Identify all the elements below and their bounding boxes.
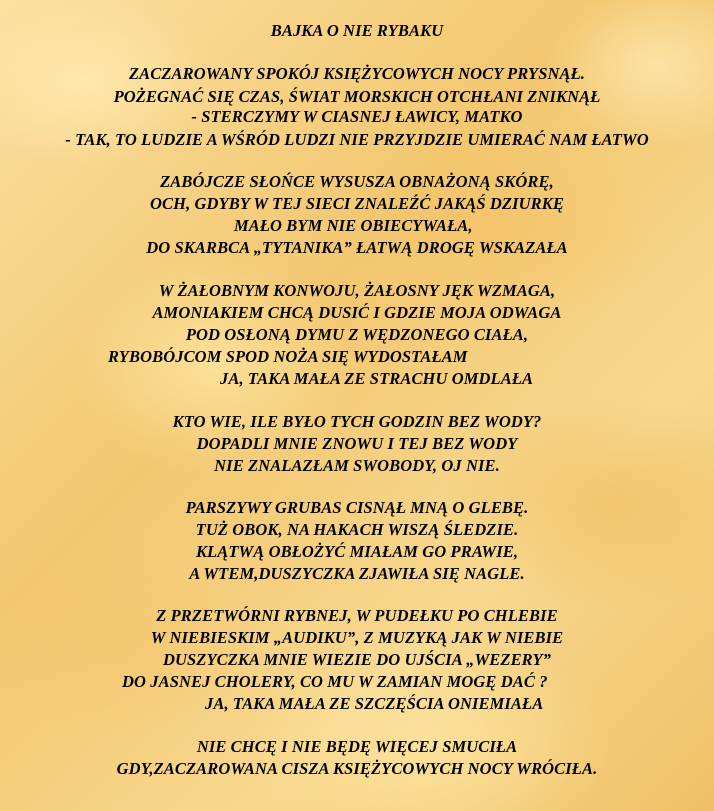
poem-line: A WTEM,DUSZYCZKA ZJAWIŁA SIĘ NAGLE. bbox=[189, 564, 525, 583]
poem-line: ZABÓJCZE SŁOŃCE WYSUSZA OBNAŻONĄ SKÓRĘ, bbox=[160, 172, 554, 191]
poem-line: OCH, GDYBY W TEJ SIECI ZNALEŹĆ JAKĄŚ DZIURKĘ bbox=[150, 194, 564, 213]
poem-line: RYBOBÓJCOM SPOD NOŻA SIĘ WYDOSTAŁAM bbox=[108, 347, 468, 366]
poem-line: Z PRZETWÓRNI RYBNEJ, W PUDEŁKU PO CHLEBIE bbox=[156, 606, 558, 625]
poem-line: POD OSŁONĄ DYMU Z WĘDZONEGO CIAŁA, bbox=[185, 325, 529, 344]
poem-line: DO SKARBCA „TYTANIKA” ŁATWĄ DROGĘ WSKAZAŁA bbox=[146, 238, 568, 257]
poem-line: PARSZYWY GRUBAS CISNĄŁ MNĄ O GLEBĘ. bbox=[185, 498, 529, 517]
poem-line: AMONIAKIEM CHCĄ DUSIĆ I GDZIE MOJA ODWAGA bbox=[152, 303, 562, 322]
poem-line: NIE ZNALAZŁAM SWOBODY, OJ NIE. bbox=[214, 456, 500, 475]
poem-line: DO JASNEJ CHOLERY, CO MU W ZAMIAN MOGĘ DAĆ ? bbox=[122, 672, 548, 691]
poem-line: KLĄTWĄ OBŁOŻYĆ MIAŁAM GO PRAWIE, bbox=[195, 542, 519, 561]
poem-line: W ŻAŁOBNYM KONWOJU, ŻAŁOSNY JĘK WZMAGA, bbox=[158, 281, 556, 300]
poem-line: NIE CHCĘ I NIE BĘDĘ WIĘCEJ SMUCIŁA bbox=[196, 737, 518, 756]
poem-line: KTO WIE, ILE BYŁO TYCH GODZIN BEZ WODY? bbox=[172, 412, 542, 431]
poem-line: MAŁO BYM NIE OBIECYWAŁA, bbox=[234, 216, 473, 235]
poem-line: ZACZAROWANY SPOKÓJ KSIĘŻYCOWYCH NOCY PRYSNĄŁ. bbox=[128, 64, 586, 83]
poem-line: JA, TAKA MAŁA ZE STRACHU OMDLAŁA bbox=[220, 369, 534, 388]
poem-line: TUŻ OBOK, NA HAKACH WISZĄ ŚLEDZIE. bbox=[195, 520, 519, 539]
poem-line: POŻEGNAĆ SIĘ CZAS, ŚWIAT MORSKICH OTCHŁANI ZNIKNĄŁ bbox=[113, 87, 601, 106]
poem-line: W NIEBIESKIM „AUDIKU”, Z MUZYKĄ JAK W NIEBIE bbox=[150, 628, 564, 647]
poem-line: - STERCZYMY W CIASNEJ ŁAWICY, MATKO bbox=[191, 107, 523, 126]
poem-line: DOPADLI MNIE ZNOWU I TEJ BEZ WODY bbox=[196, 434, 518, 453]
poem-line: GDY,ZACZAROWANA CISZA KSIĘŻYCOWYCH NOCY WRÓCIŁA. bbox=[116, 759, 598, 778]
poem-line: JA, TAKA MAŁA ZE SZCZĘŚCIA ONIEMIAŁA bbox=[205, 694, 544, 713]
poem-line: - TAK, TO LUDZIE A WŚRÓD LUDZI NIE PRZYJDZIE UMIERAĆ NAM ŁATWO bbox=[65, 130, 649, 149]
poem-line: DUSZYCZKA MNIE WIEZIE DO UJŚCIA „WEZERY” bbox=[162, 650, 552, 669]
poem-title: BAJKA O NIE RYBAKU bbox=[270, 21, 444, 40]
